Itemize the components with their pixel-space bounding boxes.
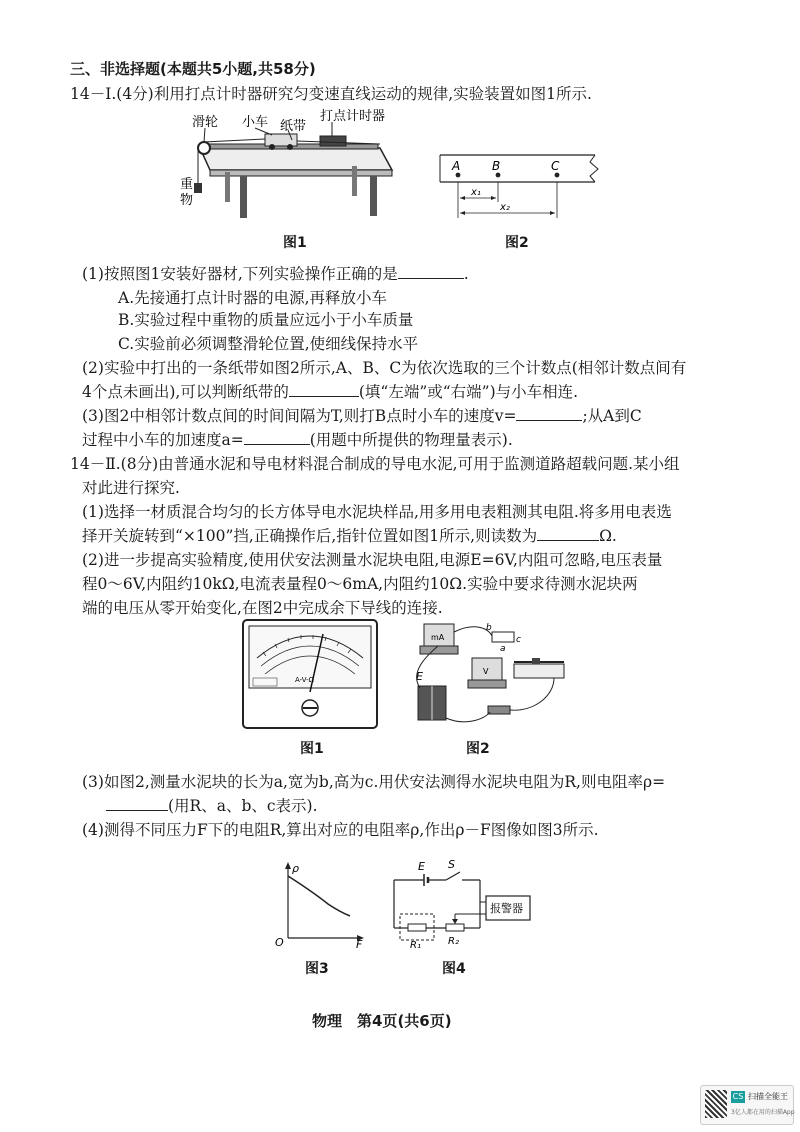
svg-text:S: S bbox=[448, 858, 455, 871]
multimeter-figure bbox=[243, 620, 378, 730]
q14-2-stem-line2: 对此进行探究. bbox=[82, 479, 180, 497]
rho-curve bbox=[288, 876, 350, 916]
q14-2-part2-line2: 程0～6V,内阻约10kΩ,电流表量程0～6mA,内阻约10Ω.实验中要求待测水泥块两 bbox=[82, 575, 638, 593]
svg-text:物: 物 bbox=[180, 193, 194, 208]
scanner-watermark bbox=[700, 1085, 794, 1125]
q14-2-part2-line3: 端的电压从零开始变化,在图2中完成余下导线的连接. bbox=[82, 599, 443, 617]
q14-1-part1: (1)按照图1安装好器材,下列实验操作正确的是 . bbox=[82, 265, 469, 283]
option-a: A.先接通打点计时器的电源,再释放小车 bbox=[118, 289, 388, 307]
svg-text:x₁: x₁ bbox=[471, 187, 481, 198]
svg-text:滑轮: 滑轮 bbox=[192, 115, 219, 130]
svg-text:b: b bbox=[486, 623, 492, 633]
svg-text:R₂: R₂ bbox=[448, 936, 459, 947]
rho-f-graph bbox=[268, 862, 368, 951]
q14-1-part3-line1: (3)图2中相邻计数点间的时间间隔为T,则打B点时小车的速度v= ;从A到C bbox=[82, 407, 642, 425]
q14-1-stem: 14－Ⅰ.(4分)利用打点计时器研究匀变速直线运动的规律,实验装置如图1所示. bbox=[70, 85, 592, 103]
svg-text:a: a bbox=[500, 644, 506, 654]
svg-text:小车: 小车 bbox=[242, 115, 269, 130]
circuit4-caption: 图4 bbox=[442, 961, 466, 977]
svg-text:E: E bbox=[418, 860, 425, 873]
svg-text:纸带: 纸带 bbox=[280, 119, 307, 134]
q14-1-part3-line2: 过程中小车的加速度a= (用题中所提供的物理量表示). bbox=[82, 431, 513, 449]
answer-blank[interactable] bbox=[398, 264, 464, 279]
answer-blank[interactable] bbox=[516, 406, 582, 421]
q14-1-part2-line1: (2)实验中打出的一条纸带如图2所示,A、B、C为依次选取的三个计数点(相邻计数点间有 bbox=[82, 359, 687, 377]
svg-text:报警器: 报警器 bbox=[490, 902, 523, 915]
qr-code-icon bbox=[705, 1090, 727, 1118]
answer-blank[interactable] bbox=[537, 526, 599, 541]
weight bbox=[194, 183, 202, 193]
page-footer: 物理 第4页(共6页) bbox=[312, 1012, 452, 1030]
watermark-title: 扫描全能王 bbox=[748, 1092, 788, 1101]
svg-text:c: c bbox=[516, 635, 521, 645]
q14-2-part1-line2: 择开关旋转到“×100”挡,正确操作后,指针位置如图1所示,则读数为 Ω. bbox=[82, 527, 617, 545]
answer-blank[interactable] bbox=[106, 796, 168, 811]
answer-blank[interactable] bbox=[289, 382, 359, 397]
q14-2-part3-line2: (用R、a、b、c表示). bbox=[106, 794, 318, 816]
watermark-sub: 3亿人都在用的扫描App bbox=[731, 1109, 795, 1116]
svg-text:mA: mA bbox=[431, 633, 445, 642]
svg-text:A: A bbox=[452, 159, 461, 173]
svg-text:R₁: R₁ bbox=[410, 940, 421, 951]
graph-caption: 图3 bbox=[305, 961, 329, 977]
cart bbox=[265, 134, 297, 146]
q14-2-part1-line1: (1)选择一材质混合均匀的长方体导电水泥块样品,用多用电表粗测其电阻.将多用电表选 bbox=[82, 503, 672, 521]
q14-2-part2-line1: (2)进一步提高实验精度,使用伏安法测量水泥块电阻,电源E=6V,内阻可忽略,电压表量 bbox=[82, 551, 663, 569]
fig2-caption: 图2 bbox=[505, 235, 529, 251]
svg-text:x₂: x₂ bbox=[500, 202, 510, 213]
q14-2-part4: (4)测得不同压力F下的电阻R,算出对应的电阻率ρ,作出ρ－F图像如图3所示. bbox=[82, 821, 599, 839]
svg-text:O: O bbox=[275, 936, 284, 949]
q14-2-part3-line1: (3)如图2,测量水泥块的长为a,宽为b,高为c.用伏安法测得水泥块电阻为R,则电阻率ρ= bbox=[82, 773, 666, 791]
circuit-apparatus bbox=[404, 618, 574, 728]
alarm-circuit bbox=[388, 858, 538, 950]
svg-text:打点计时器: 打点计时器 bbox=[320, 109, 386, 124]
q14-1-part2-line2: 4个点未画出),可以判断纸带的 (填“左端”或“右端”)与小车相连. bbox=[82, 383, 579, 401]
cs-logo: CS bbox=[732, 1092, 744, 1101]
svg-text:E: E bbox=[416, 670, 423, 683]
fig1-caption: 图1 bbox=[283, 235, 307, 251]
option-c: C.实验前必须调整滑轮位置,使细线保持水平 bbox=[118, 335, 419, 353]
pulley bbox=[198, 142, 210, 154]
q14-2-stem-line1: 14－Ⅱ.(8分)由普通水泥和导电材料混合制成的导电水泥,可用于监测道路超载问题.某小组 bbox=[70, 455, 680, 473]
timer bbox=[320, 136, 346, 146]
svg-text:ρ: ρ bbox=[292, 862, 299, 875]
answer-blank[interactable] bbox=[244, 430, 310, 445]
fig2-tape bbox=[440, 150, 600, 225]
multimeter-caption: 图1 bbox=[300, 741, 324, 757]
fig1-apparatus bbox=[180, 108, 395, 223]
svg-text:B: B bbox=[492, 159, 501, 173]
svg-text:重: 重 bbox=[180, 177, 194, 192]
svg-text:A-V-Ω: A-V-Ω bbox=[295, 676, 315, 684]
option-b: B.实验过程中重物的质量应远小于小车质量 bbox=[118, 311, 414, 329]
circuit-caption: 图2 bbox=[466, 741, 490, 757]
svg-text:F: F bbox=[356, 938, 363, 951]
svg-text:C: C bbox=[551, 159, 560, 173]
section-title: 三、非选择题(本题共5小题,共58分) bbox=[70, 60, 316, 78]
svg-text:V: V bbox=[483, 667, 489, 676]
